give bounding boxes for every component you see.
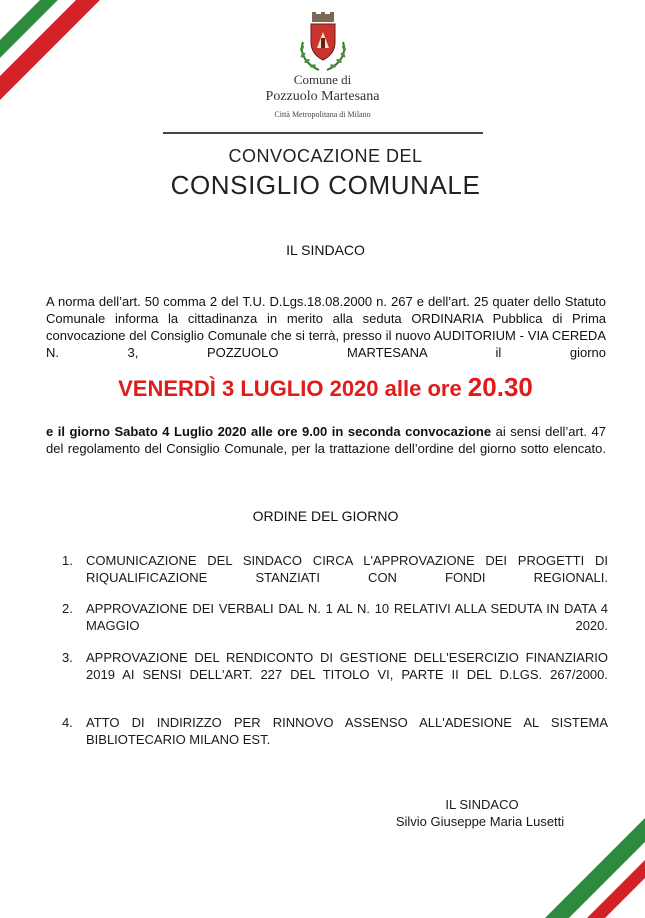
intro-paragraph: [46, 293, 606, 378]
comune-subtitle: Città Metropolitana di Milano: [274, 110, 371, 119]
municipal-crest-icon: [295, 12, 351, 74]
second-convocation-bold: e il giorno Sabato 4 Luglio 2020 alle ore 9.00 in seconda convocazione: [46, 424, 492, 439]
document-title-line1: CONVOCAZIONE DEL: [228, 146, 423, 166]
agenda-heading: ORDINE DEL GIORNO: [252, 508, 399, 524]
comune-name-line2: Pozzuolo Martesana: [265, 89, 380, 104]
intro-text: A norma dell’art. 50 comma 2 del T.U. D.Lgs.18.08.2000 n. 267 e dell’art. 25 quater dello Statuto Comunale informa la cittadinanza in merito alla seduta ORDINARIA Pubblica di Prima convocazione del Consiglio Comunale che si terrà, presso il nuovo AUDITORIUM - VIA CEREDA N. 3, POZZUOLO MARTESANA il giorno: [46, 294, 606, 360]
signature-role: IL SINDACO: [445, 797, 519, 812]
agenda-item-number: 1.: [62, 553, 73, 568]
header-divider: [163, 132, 483, 134]
sindaco-heading: IL SINDACO: [286, 242, 365, 258]
comune-name-line1: Comune di: [293, 72, 352, 87]
agenda-item-number: 3.: [62, 650, 73, 665]
agenda-item-text: APPROVAZIONE DEL RENDICONTO DI GESTIONE DELL'ESERCIZIO FINANZIARIO 2019 AI SENSI DELL'ART. 227 DEL TITOLO VI, PARTE II DEL D.LGS. 267/2000.: [86, 650, 608, 682]
meeting-hour: 20.30: [467, 372, 533, 402]
agenda-item: [62, 649, 608, 700]
agenda-item-text: COMUNICAZIONE DEL SINDACO CIRCA L'APPROVAZIONE DEI PROGETTI DI RIQUALIFICAZIONE STANZIATI CON FONDI REGIONALI.: [86, 553, 608, 585]
agenda-item: [62, 714, 608, 748]
document-title-line2: CONSIGLIO COMUNALE: [170, 170, 481, 200]
second-convocation-paragraph: [46, 423, 606, 474]
agenda-item-text: APPROVAZIONE DEI VERBALI DAL N. 1 AL N. 10 RELATIVI ALLA SEDUTA IN DATA 4 MAGGIO 2020.: [86, 601, 608, 633]
second-convocation-text: ai sensi dell’art. 47 del regolamento del Consiglio Comunale, per la trattazione dell’ordine del giorno sotto elencato.: [46, 424, 607, 456]
meeting-date-text: VENERDÌ 3 LUGLIO 2020 alle ore: [118, 376, 468, 401]
meeting-date: [0, 372, 645, 403]
agenda-item-number: 2.: [62, 601, 73, 616]
agenda-item: [62, 600, 608, 651]
agenda-item-text: ATTO DI INDIRIZZO PER RINNOVO ASSENSO ALL'ADESIONE AL SISTEMA BIBLIOTECARIO MILANO EST.: [86, 715, 608, 747]
agenda-item: [62, 552, 608, 603]
signature-name: Silvio Giuseppe Maria Lusetti: [395, 814, 565, 829]
agenda-item-number: 4.: [62, 715, 73, 730]
